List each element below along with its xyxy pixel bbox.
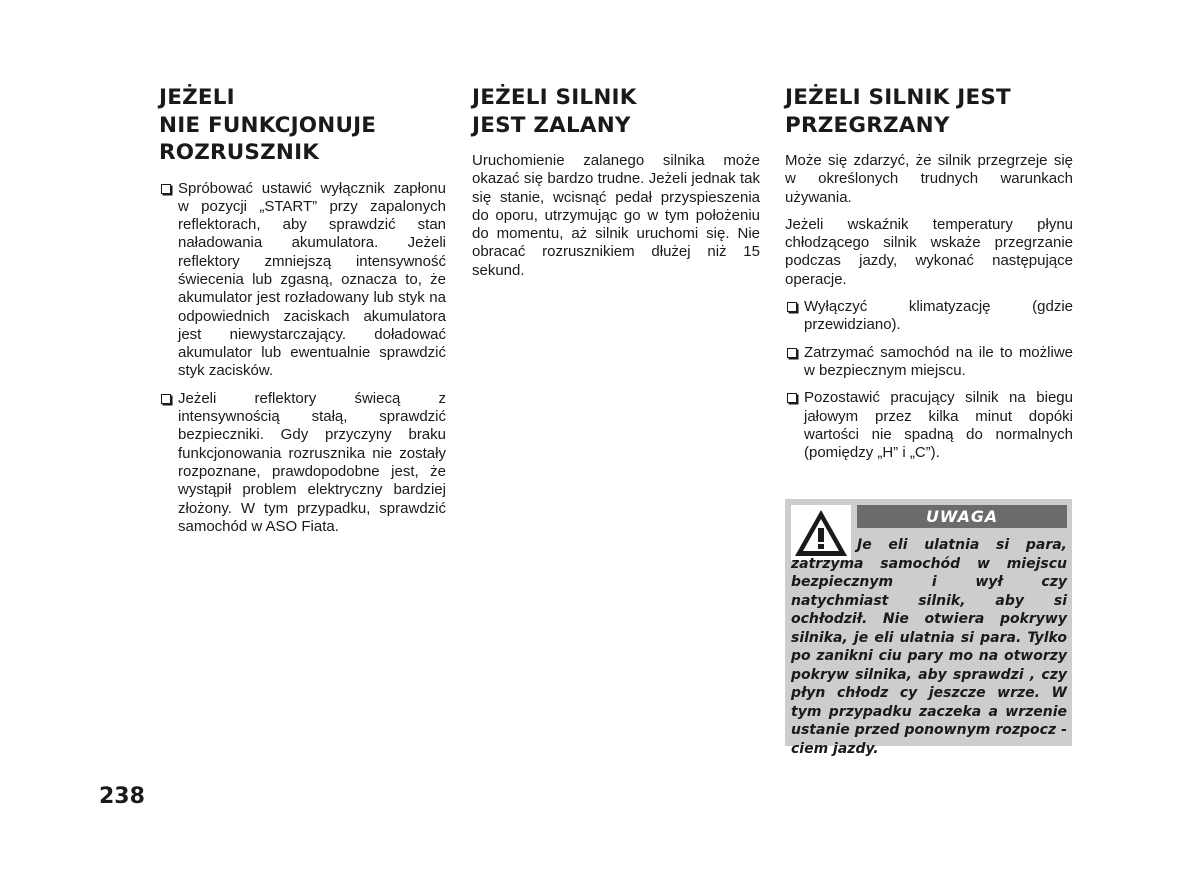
warning-box <box>785 499 1072 757</box>
checkbox-bullet-icon <box>787 393 797 403</box>
list-item-text: Wyłączyć klimatyzację (gdzie przewidziano). <box>804 298 1073 334</box>
list-item <box>785 389 1073 462</box>
warning-text: Je eli ulatnia si para, zatrzyma samochód w miejscu bezpiecznym i wył czy natychmiast silnik, aby si ochłodził. Nie otwiera pokrywy silnika, je eli ulatnia si para. Tylko po zanikni ciu pary mo na otworzy pokryw silnika, aby sprawdzi , czy płyn chłodz cy jeszcze wrze. W tym przypadku zaczeka a wrzenie ustanie przed ponownym rozpocz - ciem jazdy. <box>791 537 1067 757</box>
paragraph: Jeżeli wskaźnik temperatury płynu chłodzącego silnik wskaże przegrzanie podczas jazdy, wykonać następujące operacje. <box>785 215 1073 288</box>
checkbox-bullet-icon <box>161 184 171 194</box>
heading-line: NIE FUNKCJONUJE <box>159 112 377 138</box>
heading-line: JEŻELI SILNIK <box>472 85 637 110</box>
heading-line: JEŻELI SILNIK JEST <box>785 85 1011 110</box>
paragraph: Uruchomienie zalanego silnika może okazać się bardzo trudne. Jeżeli jednak tak się stanie, wcisnąć pedał przyspieszenia do oporu, utrzymując go w tym położeniu do momentu, aż silnik uruchomi się. Nie obracać rozrusznikiem dłużej niż 15 sekund. <box>472 152 760 279</box>
list-item <box>159 180 446 381</box>
paragraph: Może się zdarzyć, że silnik przegrzeje się w określonych trudnych warunkach używania. <box>785 152 1073 206</box>
heading-line: JEST ZALANY <box>472 112 631 138</box>
list-item-text: Spróbować ustawić wyłącznik zapłonu w pozycji „START” przy zapalonych reflektorach, aby sprawdzić stan naładowania akumulatora. Jeżeli reflektory zmniejszą intensywność świecenia lub zgasną, oznacza to, że akumulator jest rozładowany lub styk na odpowiednich zaciskach akumulatora jest niewystarczający. doładować akumulator lub ewentualnie sprawdzić styk zacisków. <box>178 179 446 380</box>
heading-overheated <box>785 84 1073 139</box>
heading-flooded <box>472 84 760 139</box>
heading-line: JEŻELI <box>159 85 235 110</box>
checkbox-bullet-icon <box>787 348 797 358</box>
heading-line: ROZRUSZNIK <box>159 140 320 165</box>
checkbox-bullet-icon <box>787 302 797 312</box>
checkbox-bullet-icon <box>161 394 171 404</box>
list-item <box>159 390 446 536</box>
column-overheated <box>785 84 1073 471</box>
warning-title: UWAGA <box>857 505 1067 528</box>
column-starter <box>159 84 446 545</box>
list-item-text: Zatrzymać samochód na ile to możliwe w bezpiecznym miejscu. <box>804 343 1073 379</box>
heading-starter <box>159 84 446 167</box>
column-flooded <box>472 84 760 289</box>
list-item <box>785 344 1073 381</box>
list-item-text: Pozostawić pracujący silnik na biegu jałowym przez kilka minut dopóki wartości nie spadną do normalnych (pomiędzy „H” i „C”). <box>804 389 1073 462</box>
heading-line: PRZEGRZANY <box>785 112 950 138</box>
page-number: 238 <box>99 784 145 809</box>
list-item-text: Jeżeli reflektory świecą z intensywnością stałą, sprawdzić bezpieczniki. Gdy przyczyny braku funkcjonowania rozrusznika nie zostały rozpoznane, prawdopodobne jest, że wystąpił problem elektryczny bardziej złożony. W tym przypadku, sprawdzić samochód w ASO Fiata. <box>178 389 446 535</box>
list-item <box>785 298 1073 335</box>
